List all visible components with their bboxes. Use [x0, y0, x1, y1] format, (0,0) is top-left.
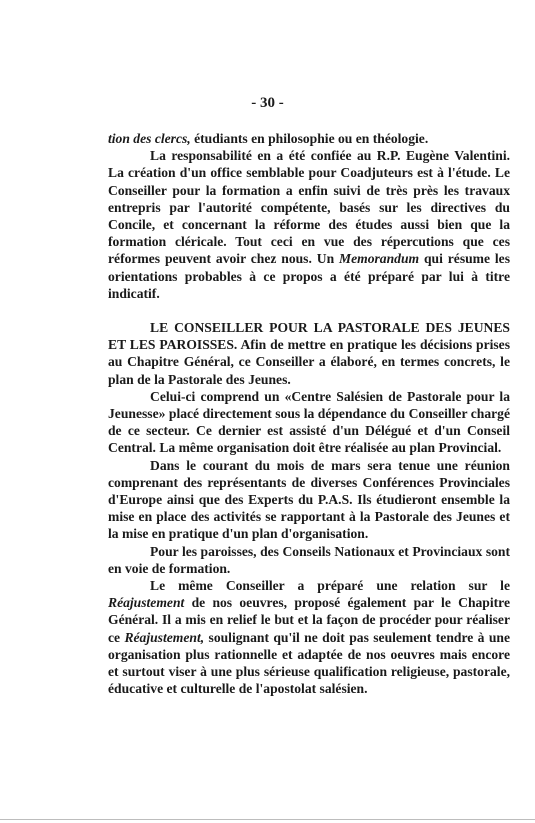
- paragraph-text: qui résume les orientations probables à ce propos a été préparé par lui à titre indicatif.: [108, 251, 510, 301]
- paragraph: [108, 388, 510, 457]
- paragraph: [108, 457, 510, 543]
- paragraph-text: Celui-ci comprend un «Centre Salésien de Pastorale pour la Jeunesse» placé directement sous la dépendance du Conseiller chargé de ce secteur. Ce dernier est assisté d'un Délégué et d'un Conseil Central. La même organisation doit être réalisée au plan Provincial.: [108, 388, 510, 456]
- paragraph-text: Pour les paroisses, des Conseils Nationaux et Provinciaux sont en voie de formation.: [108, 543, 510, 576]
- paragraph: [108, 130, 510, 147]
- paragraph-text: Le même Conseiller a préparé une relation sur le: [150, 578, 510, 594]
- italic-text: Réajustement: [108, 595, 185, 611]
- italic-text: tion des clercs,: [108, 131, 191, 146]
- page-bottom-edge: [0, 819, 535, 820]
- paragraph-text: La responsabilité en a été confiée au R.P. Eugène Valentini. La création d'un office semblable pour Coadjuteurs est à l'étude. Le Conseiller pour la formation a enfin suivi de très près les travaux entrepris par l'autorité compétente, basés sur les directives du Concile, et concernant la réforme des études aussi bien que la formation cléricale. Tout ceci en vue des répercutions que ces réformes peuvent avoir chez nous. Un: [108, 148, 510, 267]
- body-text: [108, 130, 510, 698]
- italic-text: Memorandum: [339, 251, 420, 267]
- italic-text: Réajustement,: [124, 629, 205, 645]
- paragraph-text: de nos oeuvres, proposé également par le Chapitre Général. Il a mis en relief le but et la façon de procéder pour réaliser ce: [108, 595, 510, 645]
- paragraph-text: LE CONSEILLER POUR LA PASTORALE DES JEUNES ET LES PAROISSES. Afin de mettre en pratique les décisions prises au Chapitre Général, ce Conseiller a élaboré, en termes concrets, le plan de la Pastorale des Jeunes.: [108, 320, 510, 387]
- paragraph: [108, 577, 510, 697]
- paragraph: [108, 319, 510, 388]
- paragraph-text: Dans le courant du mois de mars sera tenue une réunion comprenant des représentants de diverses Conférences Provinciales d'Europe ainsi que des Experts du P.A.S. Ils étudieront ensemble la mise en place des activités se rapportant à la Pastorale des Jeunes et la mise en pratique d'un plan d'organisation.: [108, 457, 510, 542]
- paragraph: [108, 147, 510, 302]
- paragraph: [108, 543, 510, 577]
- paragraph-text: soulignant qu'il ne doit pas seulement tendre à une organisation plus rationnelle et adaptée de nos oeuvres mais encore et surtout viser à une plus sérieuse qualification religieuse, pastorale, éducative et culturelle de l'apostolat salésien.: [108, 629, 510, 697]
- paragraph-text: étudiants en philosophie ou en théologie.: [190, 131, 429, 146]
- page-number: - 30 -: [251, 95, 284, 111]
